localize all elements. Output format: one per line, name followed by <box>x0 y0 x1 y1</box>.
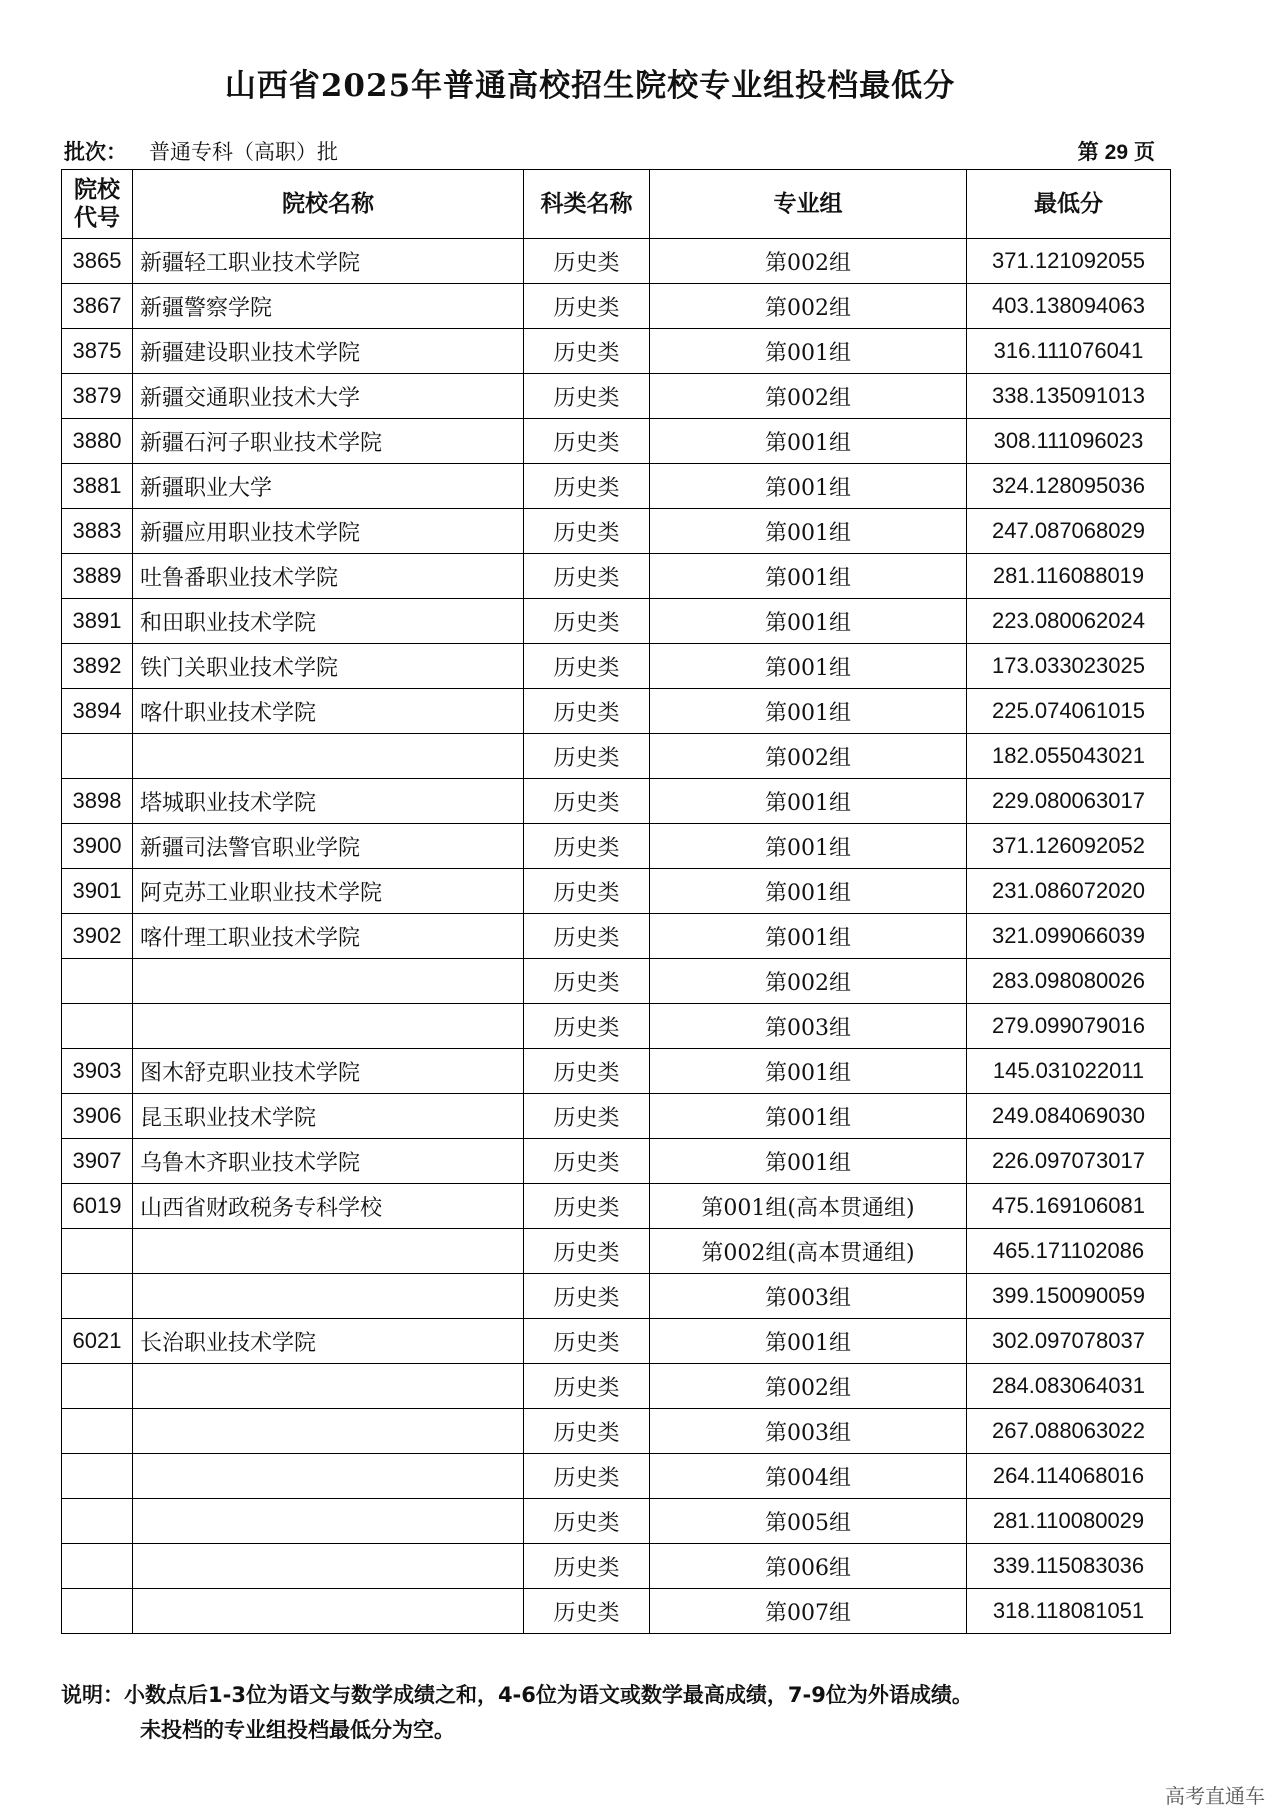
school-name-cell: 新疆司法警官职业学院 <box>133 824 524 869</box>
table-row <box>62 1499 1171 1544</box>
min-score-cell: 173.033023025 <box>967 644 1171 689</box>
school-name-cell <box>133 734 524 779</box>
major-group-cell: 第007组 <box>650 1589 967 1634</box>
table-body <box>62 239 1171 1634</box>
school-name-cell: 图木舒克职业技术学院 <box>133 1049 524 1094</box>
major-group-cell: 第001组 <box>650 419 967 464</box>
table-row <box>62 1049 1171 1094</box>
major-group-cell: 第006组 <box>650 1544 967 1589</box>
major-group-cell: 第001组 <box>650 1049 967 1094</box>
table-row <box>62 509 1171 554</box>
major-group-cell: 第002组 <box>650 734 967 779</box>
school-name-cell: 新疆建设职业技术学院 <box>133 329 524 374</box>
school-code-cell: 3879 <box>62 374 133 419</box>
min-score-cell: 371.121092055 <box>967 239 1171 284</box>
min-score-cell: 316.111076041 <box>967 329 1171 374</box>
table-header-row <box>62 170 1171 239</box>
school-name-cell: 新疆警察学院 <box>133 284 524 329</box>
page-suffix: 页 <box>1134 139 1155 164</box>
min-score-cell: 279.099079016 <box>967 1004 1171 1049</box>
page-number-value: 29 <box>1104 141 1128 164</box>
school-name-cell <box>133 1274 524 1319</box>
subject-category-cell: 历史类 <box>524 464 650 509</box>
major-group-cell: 第001组 <box>650 824 967 869</box>
subject-category-cell: 历史类 <box>524 374 650 419</box>
school-name-cell <box>133 1229 524 1274</box>
min-score-cell: 399.150090059 <box>967 1274 1171 1319</box>
subject-category-cell: 历史类 <box>524 914 650 959</box>
school-code-cell <box>62 1589 133 1634</box>
major-group-cell: 第002组 <box>650 239 967 284</box>
school-code-cell <box>62 1229 133 1274</box>
header-code <box>62 170 133 239</box>
min-score-cell: 465.171102086 <box>967 1229 1171 1274</box>
subject-category-cell: 历史类 <box>524 1049 650 1094</box>
min-score-cell: 281.116088019 <box>967 554 1171 599</box>
school-code-cell: 6019 <box>62 1184 133 1229</box>
major-group-cell: 第001组 <box>650 599 967 644</box>
batch-info <box>64 136 338 166</box>
school-name-cell: 喀什职业技术学院 <box>133 689 524 734</box>
page-prefix: 第 <box>1077 139 1099 164</box>
header-name: 院校名称 <box>133 170 524 239</box>
batch-label: 批次： <box>64 139 127 164</box>
subject-category-cell: 历史类 <box>524 554 650 599</box>
major-group-cell: 第003组 <box>650 1274 967 1319</box>
major-group-cell: 第002组 <box>650 284 967 329</box>
school-code-cell: 3902 <box>62 914 133 959</box>
subject-category-cell: 历史类 <box>524 1364 650 1409</box>
school-name-cell: 和田职业技术学院 <box>133 599 524 644</box>
school-code-cell <box>62 1364 133 1409</box>
subject-category-cell: 历史类 <box>524 1184 650 1229</box>
subject-category-cell: 历史类 <box>524 959 650 1004</box>
school-name-cell: 喀什理工职业技术学院 <box>133 914 524 959</box>
major-group-cell: 第001组 <box>650 1319 967 1364</box>
school-name-cell: 铁门关职业技术学院 <box>133 644 524 689</box>
school-code-cell: 3867 <box>62 284 133 329</box>
school-name-cell <box>133 1589 524 1634</box>
school-code-cell <box>62 1409 133 1454</box>
subject-category-cell: 历史类 <box>524 869 650 914</box>
major-group-cell: 第001组 <box>650 554 967 599</box>
min-score-cell: 284.083064031 <box>967 1364 1171 1409</box>
table-row <box>62 1319 1171 1364</box>
school-name-cell: 吐鲁番职业技术学院 <box>133 554 524 599</box>
school-code-cell <box>62 734 133 779</box>
min-score-cell: 223.080062024 <box>967 599 1171 644</box>
school-name-cell: 新疆交通职业技术大学 <box>133 374 524 419</box>
subject-category-cell: 历史类 <box>524 779 650 824</box>
major-group-cell: 第001组 <box>650 869 967 914</box>
table-row <box>62 914 1171 959</box>
school-name-cell: 阿克苏工业职业技术学院 <box>133 869 524 914</box>
table-row <box>62 1229 1171 1274</box>
major-group-cell: 第001组 <box>650 1139 967 1184</box>
min-score-cell: 403.138094063 <box>967 284 1171 329</box>
school-code-cell: 3875 <box>62 329 133 374</box>
table-row <box>62 1274 1171 1319</box>
min-score-cell: 229.080063017 <box>967 779 1171 824</box>
subject-category-cell: 历史类 <box>524 1094 650 1139</box>
school-name-cell: 新疆职业大学 <box>133 464 524 509</box>
school-code-cell: 3892 <box>62 644 133 689</box>
subject-category-cell: 历史类 <box>524 284 650 329</box>
subject-category-cell: 历史类 <box>524 329 650 374</box>
school-code-cell <box>62 1004 133 1049</box>
major-group-cell: 第001组 <box>650 644 967 689</box>
school-code-cell: 3906 <box>62 1094 133 1139</box>
school-code-cell <box>62 1544 133 1589</box>
table-row <box>62 734 1171 779</box>
subject-category-cell: 历史类 <box>524 1229 650 1274</box>
table-row <box>62 599 1171 644</box>
footnote <box>61 1678 973 1748</box>
min-score-cell: 475.169106081 <box>967 1184 1171 1229</box>
table-row <box>62 1589 1171 1634</box>
school-code-cell: 3900 <box>62 824 133 869</box>
major-group-cell: 第003组 <box>650 1004 967 1049</box>
school-code-cell: 3891 <box>62 599 133 644</box>
table-row <box>62 374 1171 419</box>
major-group-cell: 第005组 <box>650 1499 967 1544</box>
min-score-cell: 371.126092052 <box>967 824 1171 869</box>
min-score-cell: 324.128095036 <box>967 464 1171 509</box>
major-group-cell: 第001组 <box>650 689 967 734</box>
subject-category-cell: 历史类 <box>524 1409 650 1454</box>
min-score-cell: 264.114068016 <box>967 1454 1171 1499</box>
school-code-cell: 3865 <box>62 239 133 284</box>
school-name-cell: 乌鲁木齐职业技术学院 <box>133 1139 524 1184</box>
table-row <box>62 239 1171 284</box>
min-score-cell: 281.110080029 <box>967 1499 1171 1544</box>
header-score: 最低分 <box>967 170 1171 239</box>
subject-category-cell: 历史类 <box>524 239 650 284</box>
school-code-cell: 3901 <box>62 869 133 914</box>
table-row <box>62 1454 1171 1499</box>
min-score-cell: 338.135091013 <box>967 374 1171 419</box>
school-name-cell <box>133 1364 524 1409</box>
table-row <box>62 689 1171 734</box>
min-score-cell: 182.055043021 <box>967 734 1171 779</box>
major-group-cell: 第001组 <box>650 779 967 824</box>
school-code-cell: 3889 <box>62 554 133 599</box>
school-name-cell <box>133 1544 524 1589</box>
school-name-cell: 塔城职业技术学院 <box>133 779 524 824</box>
school-code-cell: 3880 <box>62 419 133 464</box>
table-row <box>62 1184 1171 1229</box>
footnote-line1: 说明：小数点后1-3位为语文与数学成绩之和，4-6位为语文或数学最高成绩，7-9位为外语成绩。 <box>61 1683 973 1707</box>
table-row <box>62 554 1171 599</box>
subject-category-cell: 历史类 <box>524 1589 650 1634</box>
table-row <box>62 464 1171 509</box>
min-score-cell: 308.111096023 <box>967 419 1171 464</box>
major-group-cell: 第001组 <box>650 1094 967 1139</box>
table-row <box>62 1364 1171 1409</box>
subject-category-cell: 历史类 <box>524 1454 650 1499</box>
header-group: 专业组 <box>650 170 967 239</box>
school-code-cell: 3894 <box>62 689 133 734</box>
major-group-cell: 第003组 <box>650 1409 967 1454</box>
footnote-line2: 未投档的专业组投档最低分为空。 <box>140 1718 455 1742</box>
table-row <box>62 329 1171 374</box>
table-row <box>62 869 1171 914</box>
subject-category-cell: 历史类 <box>524 1544 650 1589</box>
min-score-cell: 339.115083036 <box>967 1544 1171 1589</box>
table-row <box>62 1544 1171 1589</box>
batch-value: 普通专科（高职）批 <box>149 140 338 164</box>
subject-category-cell: 历史类 <box>524 509 650 554</box>
min-score-cell: 302.097078037 <box>967 1319 1171 1364</box>
school-name-cell: 山西省财政税务专科学校 <box>133 1184 524 1229</box>
school-code-cell: 6021 <box>62 1319 133 1364</box>
table-row <box>62 1094 1171 1139</box>
school-name-cell: 长治职业技术学院 <box>133 1319 524 1364</box>
table-row <box>62 959 1171 1004</box>
score-table <box>61 169 1171 1634</box>
min-score-cell: 318.118081051 <box>967 1589 1171 1634</box>
min-score-cell: 321.099066039 <box>967 914 1171 959</box>
subject-category-cell: 历史类 <box>524 734 650 779</box>
subject-category-cell: 历史类 <box>524 824 650 869</box>
subject-category-cell: 历史类 <box>524 1319 650 1364</box>
table-row <box>62 1409 1171 1454</box>
min-score-cell: 247.087068029 <box>967 509 1171 554</box>
school-name-cell <box>133 1454 524 1499</box>
school-name-cell <box>133 959 524 1004</box>
school-code-cell: 3883 <box>62 509 133 554</box>
major-group-cell: 第004组 <box>650 1454 967 1499</box>
school-code-cell <box>62 1499 133 1544</box>
school-name-cell <box>133 1499 524 1544</box>
major-group-cell: 第002组 <box>650 959 967 1004</box>
subject-category-cell: 历史类 <box>524 689 650 734</box>
school-name-cell <box>133 1004 524 1049</box>
major-group-cell: 第001组 <box>650 329 967 374</box>
header-code-line1: 院校 <box>74 177 120 203</box>
school-code-cell: 3898 <box>62 779 133 824</box>
school-code-cell <box>62 1274 133 1319</box>
table-row <box>62 284 1171 329</box>
school-code-cell: 3903 <box>62 1049 133 1094</box>
school-code-cell: 3881 <box>62 464 133 509</box>
major-group-cell: 第001组(高本贯通组) <box>650 1184 967 1229</box>
school-name-cell: 昆玉职业技术学院 <box>133 1094 524 1139</box>
school-code-cell <box>62 959 133 1004</box>
school-name-cell: 新疆轻工职业技术学院 <box>133 239 524 284</box>
subject-category-cell: 历史类 <box>524 644 650 689</box>
min-score-cell: 145.031022011 <box>967 1049 1171 1094</box>
table-row <box>62 779 1171 824</box>
page-title: 山西省2025年普通高校招生院校专业组投档最低分 <box>224 68 956 104</box>
header-code-line2: 代号 <box>74 205 120 231</box>
min-score-cell: 231.086072020 <box>967 869 1171 914</box>
major-group-cell: 第001组 <box>650 914 967 959</box>
major-group-cell: 第002组 <box>650 1364 967 1409</box>
major-group-cell: 第001组 <box>650 464 967 509</box>
header-kind: 科类名称 <box>524 170 650 239</box>
major-group-cell: 第002组 <box>650 374 967 419</box>
watermark: 高考直通车 <box>1165 1784 1265 1808</box>
subject-category-cell: 历史类 <box>524 599 650 644</box>
subject-category-cell: 历史类 <box>524 1499 650 1544</box>
table-row <box>62 824 1171 869</box>
table-row <box>62 1004 1171 1049</box>
min-score-cell: 267.088063022 <box>967 1409 1171 1454</box>
major-group-cell: 第002组(高本贯通组) <box>650 1229 967 1274</box>
min-score-cell: 283.098080026 <box>967 959 1171 1004</box>
table-row <box>62 644 1171 689</box>
school-name-cell: 新疆石河子职业技术学院 <box>133 419 524 464</box>
major-group-cell: 第001组 <box>650 509 967 554</box>
subject-category-cell: 历史类 <box>524 1004 650 1049</box>
school-code-cell: 3907 <box>62 1139 133 1184</box>
min-score-cell: 225.074061015 <box>967 689 1171 734</box>
min-score-cell: 249.084069030 <box>967 1094 1171 1139</box>
school-code-cell <box>62 1454 133 1499</box>
school-name-cell <box>133 1409 524 1454</box>
min-score-cell: 226.097073017 <box>967 1139 1171 1184</box>
page-number <box>1078 136 1155 166</box>
table-row <box>62 419 1171 464</box>
subject-category-cell: 历史类 <box>524 1139 650 1184</box>
subject-category-cell: 历史类 <box>524 1274 650 1319</box>
school-name-cell: 新疆应用职业技术学院 <box>133 509 524 554</box>
subject-category-cell: 历史类 <box>524 419 650 464</box>
table-row <box>62 1139 1171 1184</box>
